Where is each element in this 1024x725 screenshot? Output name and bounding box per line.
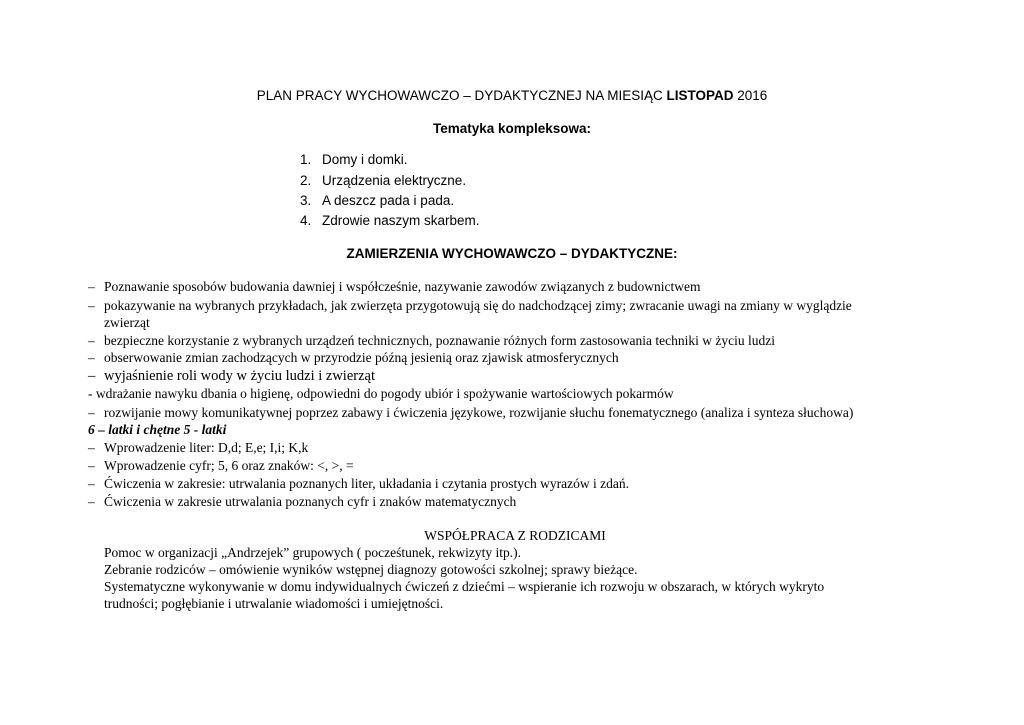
- aim-text: Poznawanie sposobów budowania dawniej i współcześnie, nazywanie zawodów związanych z budownictwem: [104, 279, 701, 294]
- aim-item: [88, 298, 852, 314]
- document-title: [0, 88, 1024, 103]
- topic-item: [300, 213, 480, 228]
- aim-text: pokazywanie na wybranych przykładach, jak zwierzęta przygotowują się do nadchodzącej zimy; zwracanie uwagi na zmiany w wyglądzie: [104, 298, 852, 313]
- topic-item: [300, 152, 408, 167]
- topic-number: 1.: [300, 152, 312, 167]
- aims-heading: ZAMIERZENIA WYCHOWAWCZO – DYDAKTYCZNE:: [346, 246, 678, 261]
- aim-text: obserwowanie zmian zachodzących w przyrodzie późną jesienią oraz zjawisk atmosferycznych: [104, 350, 619, 365]
- title-month: LISTOPAD: [666, 88, 734, 103]
- coop-heading: WSPÓŁPRACA Z RODZICAMI: [424, 528, 606, 543]
- topic-text: Zdrowie naszym skarbem.: [322, 213, 480, 228]
- aim-text: wyjaśnienie roli wody w życiu ludzi i zwierząt: [104, 368, 375, 384]
- aim-item: [88, 279, 700, 295]
- coop-item: Pomoc w organizacji „Andrzejek” grupowych ( pocześtunek, rekwizyty itp.).: [104, 545, 521, 560]
- dash-marker: –: [88, 494, 95, 509]
- aim-item: [88, 405, 853, 421]
- dash-marker: –: [88, 279, 95, 294]
- age-item-text: Wprowadzenie cyfr; 5, 6 oraz znaków: <, >, =: [104, 458, 354, 473]
- topic-number: 2.: [300, 173, 312, 188]
- topic-text: Urządzenia elektryczne.: [322, 173, 467, 188]
- topic-text: A deszcz pada i pada.: [322, 193, 455, 208]
- aim-item: - wdrażanie nawyku dbania o higienę, odpowiedni do pogody ubiór i spożywanie wartościowych pokarmów: [88, 386, 674, 401]
- title-year: 2016: [733, 88, 768, 103]
- dash-marker: –: [88, 405, 95, 420]
- coop-item: Zebranie rodziców – omówienie wyników wstępnej diagnozy gotowości szkolnej; sprawy bieżące.: [104, 562, 638, 577]
- dash-marker: –: [88, 368, 96, 384]
- dash-marker: –: [88, 350, 95, 365]
- topic-number: 4.: [300, 213, 312, 228]
- aim-continuation: zwierząt: [104, 315, 150, 330]
- topic-item: [300, 173, 466, 188]
- dash-marker: –: [88, 298, 95, 313]
- topic-number: 3.: [300, 193, 312, 208]
- coop-item: Systematyczne wykonywanie w domu indywidualnych ćwiczeń z dziećmi – wspieranie ich rozwoju w obszarach, w których wykryto: [104, 579, 825, 594]
- dash-marker: –: [88, 333, 95, 348]
- aim-item: [88, 333, 775, 349]
- subtitle: Tematyka kompleksowa:: [432, 121, 592, 136]
- age-item: [88, 476, 629, 492]
- age-item: [88, 458, 354, 474]
- aim-item: [88, 368, 375, 385]
- topic-item: [300, 193, 454, 208]
- aim-text: rozwijanie mowy komunikatywnej poprzez zabawy i ćwiczenia językowe, rozwijanie słuchu fonematycznego (analiza i synteza słuchowa): [104, 405, 854, 420]
- age-item: [88, 440, 308, 456]
- topic-text: Domy i domki.: [322, 152, 408, 167]
- age-group-heading: 6 – latki i chętne 5 - latki: [88, 422, 227, 437]
- age-item-text: Ćwiczenia w zakresie utrwalania poznanych cyfr i znaków matematycznych: [104, 494, 517, 509]
- age-item-text: Wprowadzenie liter: D,d; E,e; I,i; K,k: [104, 440, 309, 455]
- aim-item: [88, 350, 619, 366]
- age-item: [88, 494, 516, 510]
- aim-text: bezpieczne korzystanie z wybranych urządzeń technicznych, poznawanie różnych form zastosowania techniki w życiu ludzi: [104, 333, 775, 348]
- coop-item: trudności; pogłębianie i utrwalanie wiadomości i umiejętności.: [104, 596, 444, 611]
- dash-marker: –: [88, 440, 95, 455]
- dash-marker: –: [88, 476, 95, 491]
- dash-marker: –: [88, 458, 95, 473]
- title-prefix: PLAN PRACY WYCHOWAWCZO – DYDAKTYCZNEJ NA MIESIĄC: [256, 88, 667, 103]
- age-item-text: Ćwiczenia w zakresie: utrwalania poznanych liter, układania i czytania prostych wyrazów i zdań.: [104, 476, 629, 491]
